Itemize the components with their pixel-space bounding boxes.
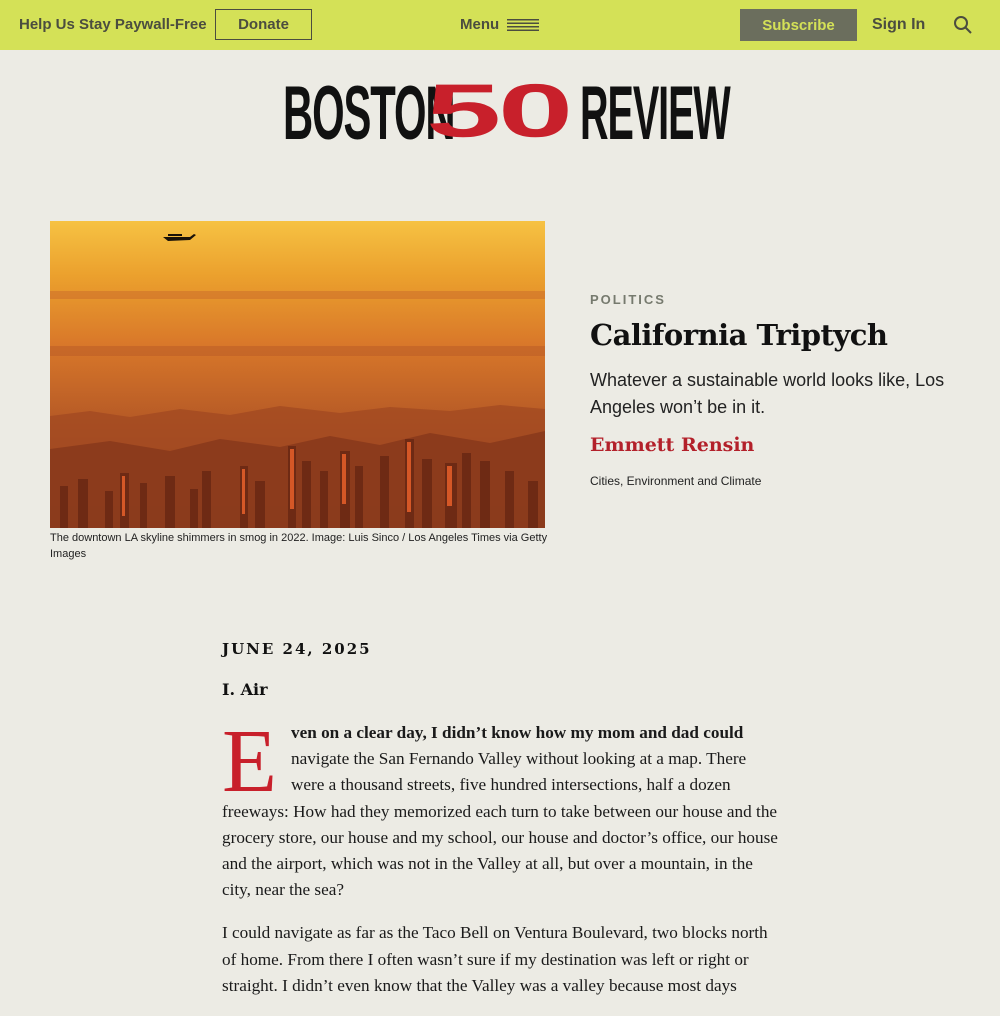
menu-label: Menu xyxy=(460,16,500,33)
paragraph: I could navigate as far as the Taco Bell on Ventura Boulevard, two blocks north of home. From there I often wasn’t sure if my destination was left or right or straight. I didn’t even know that the Valley was a valley because most days xyxy=(222,923,768,995)
logo-word-boston: BOSTON xyxy=(283,71,455,156)
site-logo[interactable] xyxy=(0,69,1000,156)
category-link[interactable]: POLITICS xyxy=(590,292,666,307)
paragraph-text: navigate the San Fernando Valley without looking at a map. There were a thousand streets, five hundred intersections, half a dozen freeways: How had they memorized each turn to take between our house and the grocery store, our house and my school, our house and doctor’s office, our house and the airport, which was not in the Valley at all, but over a mountain, in the city, near the sea? xyxy=(222,749,778,900)
search-icon xyxy=(953,15,973,35)
donate-button[interactable]: Donate xyxy=(215,9,312,40)
paywall-free-message: Help Us Stay Paywall-Free xyxy=(19,16,207,33)
author-link[interactable]: Emmett Rensin xyxy=(590,434,755,456)
hero-caption: The downtown LA skyline shimmers in smog in 2022. Image: Luis Sinco / Los Angeles Times via Getty Images xyxy=(50,532,548,560)
article-dek: Whatever a sustainable world looks like, Los Angeles won’t be in it. xyxy=(590,370,945,417)
menu-button[interactable] xyxy=(460,16,539,33)
top-bar xyxy=(0,0,1000,50)
logo-word-review: REVIEW xyxy=(580,71,730,156)
subscribe-button[interactable]: Subscribe xyxy=(740,9,857,41)
hero-image xyxy=(50,221,545,528)
article-body xyxy=(222,712,778,1016)
sign-in-link[interactable]: Sign In xyxy=(872,16,926,33)
lead-in: ven on a clear day, I didn’t know how my mom and dad could xyxy=(290,723,744,742)
drop-cap: E xyxy=(222,712,277,811)
article-tags[interactable]: Cities, Environment and Climate xyxy=(590,474,762,488)
logo-number: 50 xyxy=(426,69,570,154)
search-button[interactable] xyxy=(953,15,973,40)
hamburger-icon xyxy=(507,19,539,31)
publish-date: JUNE 24, 2025 xyxy=(222,640,372,658)
paragraph xyxy=(222,712,778,903)
article-title: California Triptych xyxy=(590,318,888,352)
section-heading: I. Air xyxy=(222,680,268,699)
